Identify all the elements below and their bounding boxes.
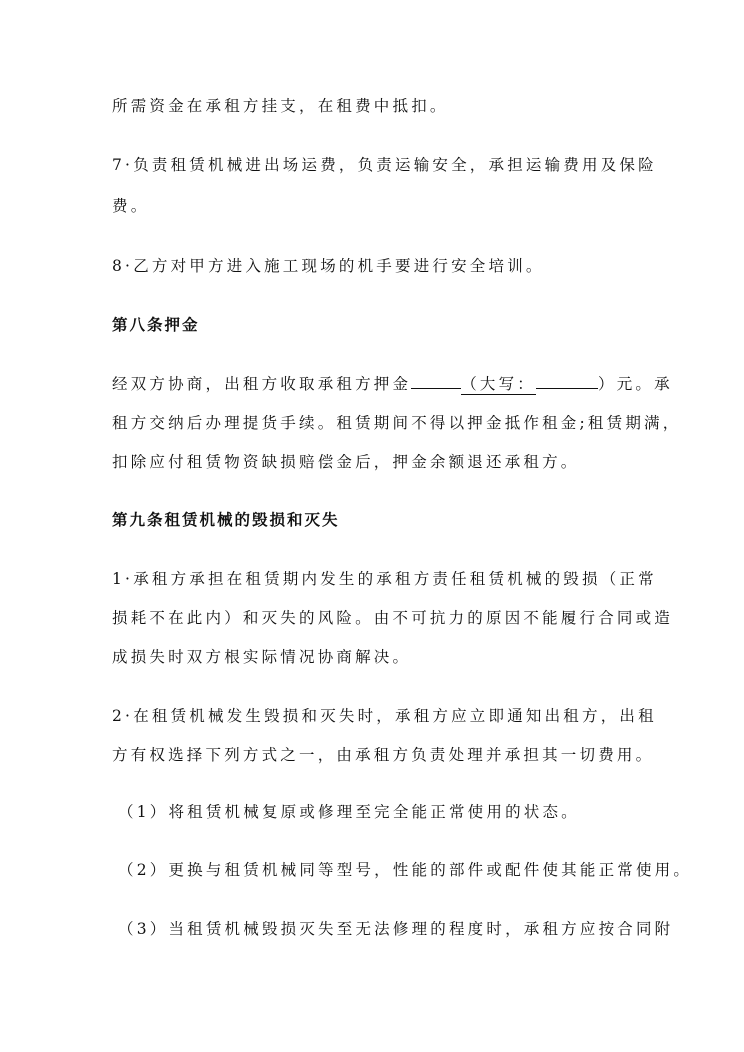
text-line: 所需资金在承租方挂支，在租费中抵扣。 bbox=[112, 97, 449, 115]
deposit-text-end: ）元。承 bbox=[598, 375, 673, 393]
list-item: （1）将租赁机械复原或修理至完全能正常使用的状态。 bbox=[118, 803, 580, 821]
text-line: 费。 bbox=[112, 197, 150, 215]
text-line: 方有权选择下列方式之一，由承租方负责处理并承担其一切费用。 bbox=[112, 746, 655, 764]
text-line: 租方交纳后办理提货手续。租赁期间不得以押金抵作租金;租赁期满， bbox=[112, 414, 682, 432]
list-item: （2）更换与租赁机械同等型号，性能的部件或配件使其能正常使用。 bbox=[118, 861, 693, 879]
deposit-amount-blank bbox=[411, 388, 461, 389]
text-line: 7·负责租赁机械进出场运费，负责运输安全，承担运输费用及保险 bbox=[112, 156, 657, 174]
text-line: 扣除应付租赁物资缺损赔偿金后，押金余额退还承租方。 bbox=[112, 453, 580, 471]
deposit-text: 经双方协商，出租方收取承租方押金 bbox=[112, 375, 412, 393]
text-line: 2·在租赁机械发生毁损和灭失时，承租方应立即通知出租方，出租 bbox=[112, 707, 657, 725]
text-line: 8·乙方对甲方进入施工现场的机手要进行安全培训。 bbox=[112, 257, 545, 275]
text-line: 损耗不在此内）和灭失的风险。由不可抗力的原因不能履行合同或造 bbox=[112, 609, 674, 627]
deposit-line bbox=[112, 374, 673, 395]
deposit-words-blank bbox=[536, 388, 598, 389]
deposit-words-label: （大写： bbox=[461, 375, 537, 393]
section-heading-8: 第八条押金 bbox=[112, 316, 200, 334]
text-line: 1·承租方承担在租赁期内发生的承租方责任租赁机械的毁损（正常 bbox=[112, 570, 657, 588]
list-item: （3）当租赁机械毁损灭失至无法修理的程度时，承租方应按合同附 bbox=[118, 920, 674, 938]
text-line: 成损失时双方根实际情况协商解决。 bbox=[112, 648, 412, 666]
section-heading-9: 第九条租赁机械的毁损和灭失 bbox=[112, 511, 340, 529]
